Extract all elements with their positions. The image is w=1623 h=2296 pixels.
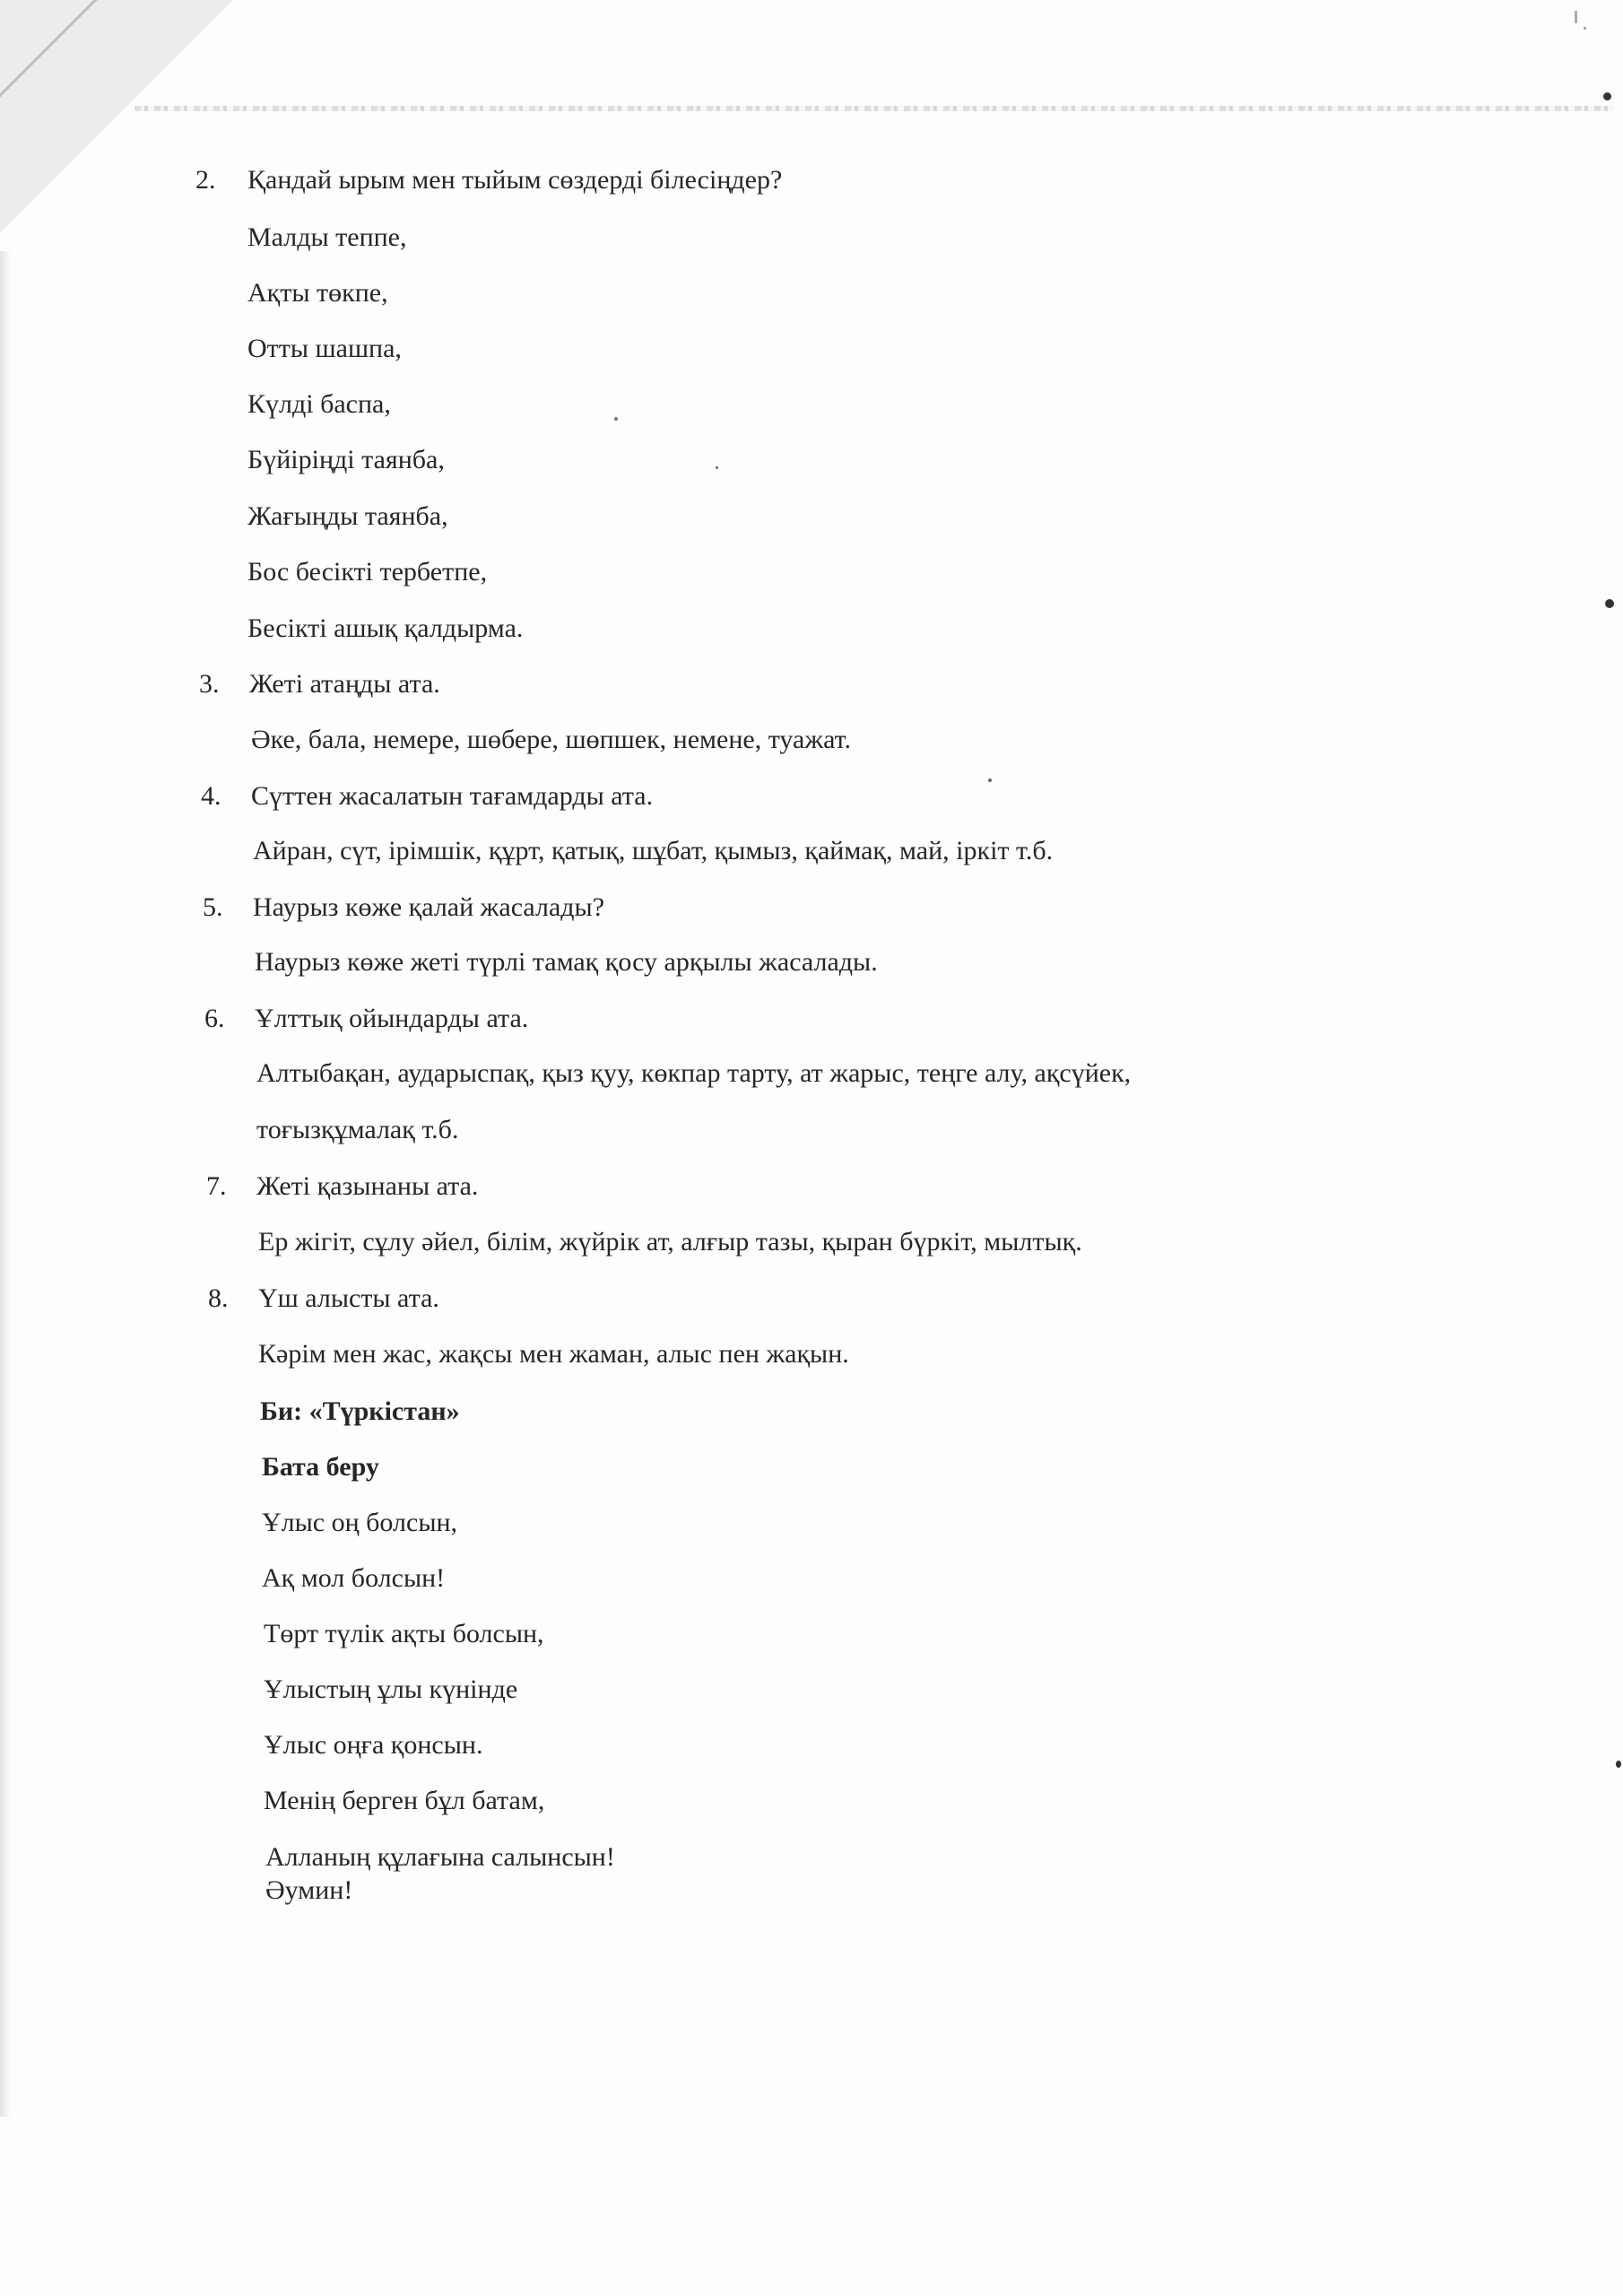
blessing-line: Төрт түлік ақты болсын, bbox=[264, 1619, 544, 1648]
answer-line: Жағыңды таянба, bbox=[247, 501, 448, 531]
answer-line: Ақты төкпе, bbox=[247, 278, 388, 308]
question-text: Жеті атаңды ата. bbox=[249, 669, 440, 699]
question-text: Сүттен жасалатын тағамдарды ата. bbox=[251, 781, 654, 811]
answer-line: Күлді баспа, bbox=[247, 389, 391, 419]
answer-line: Айран, сүт, ірімшік, құрт, қатық, шұбат, қымыз, қаймақ, май, іркіт т.б. bbox=[253, 836, 1054, 865]
question-number: 7. bbox=[206, 1171, 227, 1201]
blessing-line: Әумин! bbox=[265, 1875, 353, 1905]
blessing-line: Менің берген бұл батам, bbox=[264, 1786, 545, 1815]
blessing-line: Алланың құлағына салынсын! bbox=[265, 1842, 615, 1872]
blessing-line: Ұлыс оң болсын, bbox=[262, 1508, 458, 1537]
blessing-line: Ұлыс оңға қонсын. bbox=[264, 1730, 483, 1760]
question-number: 6. bbox=[204, 1004, 225, 1033]
question-text: Наурыз көже қалай жасалады? bbox=[253, 892, 605, 922]
answer-line: Әке, бала, немере, шөбере, шөпшек, немене, туажат. bbox=[251, 725, 851, 754]
answer-line: Наурыз көже жеті түрлі тамақ қосу арқылы жасалады. bbox=[255, 947, 878, 977]
question-number: 5. bbox=[203, 892, 223, 922]
answer-line: Кәрім мен жас, жақсы мен жаман, алыс пен жақын. bbox=[258, 1339, 849, 1369]
question-text: Ұлттық ойындарды ата. bbox=[255, 1004, 529, 1033]
question-text: Үш алысты ата. bbox=[258, 1283, 439, 1313]
question-text: Қандай ырым мен тыйым сөздерді білесіңдер? bbox=[247, 165, 783, 195]
question-number: 4. bbox=[201, 781, 221, 811]
blessing-line: Ұлыстың ұлы күнінде bbox=[264, 1674, 518, 1704]
question-number: 8. bbox=[208, 1283, 229, 1313]
answer-line: тоғызқұмалақ т.б. bbox=[256, 1115, 459, 1144]
answer-line: Бүйіріңді таянба, bbox=[247, 445, 445, 474]
answer-line: Бос бесікті тербетпе, bbox=[247, 557, 488, 587]
answer-line: Алтыбақан, аударыспақ, қыз қуу, көкпар тарту, ат жарыс, теңге алу, ақсүйек, bbox=[256, 1058, 1132, 1088]
answer-line: Ер жігіт, сұлу әйел, білім, жүйрік ат, алғыр тазы, қыран бүркіт, мылтық. bbox=[258, 1227, 1082, 1257]
question-text: Жеті қазынаны ата. bbox=[256, 1171, 479, 1201]
blessing-line: Ақ мол болсын! bbox=[262, 1563, 446, 1593]
question-number: 2. bbox=[195, 165, 216, 195]
question-number: 3. bbox=[199, 669, 220, 699]
dance-title: Би: «Түркістан» bbox=[260, 1396, 460, 1426]
answer-line: Бесікті ашық қалдырма. bbox=[247, 613, 524, 643]
answer-line: Отты шашпа, bbox=[247, 334, 402, 363]
answer-line: Малды теппе, bbox=[247, 222, 407, 252]
blessing-title: Бата беру bbox=[262, 1452, 379, 1482]
